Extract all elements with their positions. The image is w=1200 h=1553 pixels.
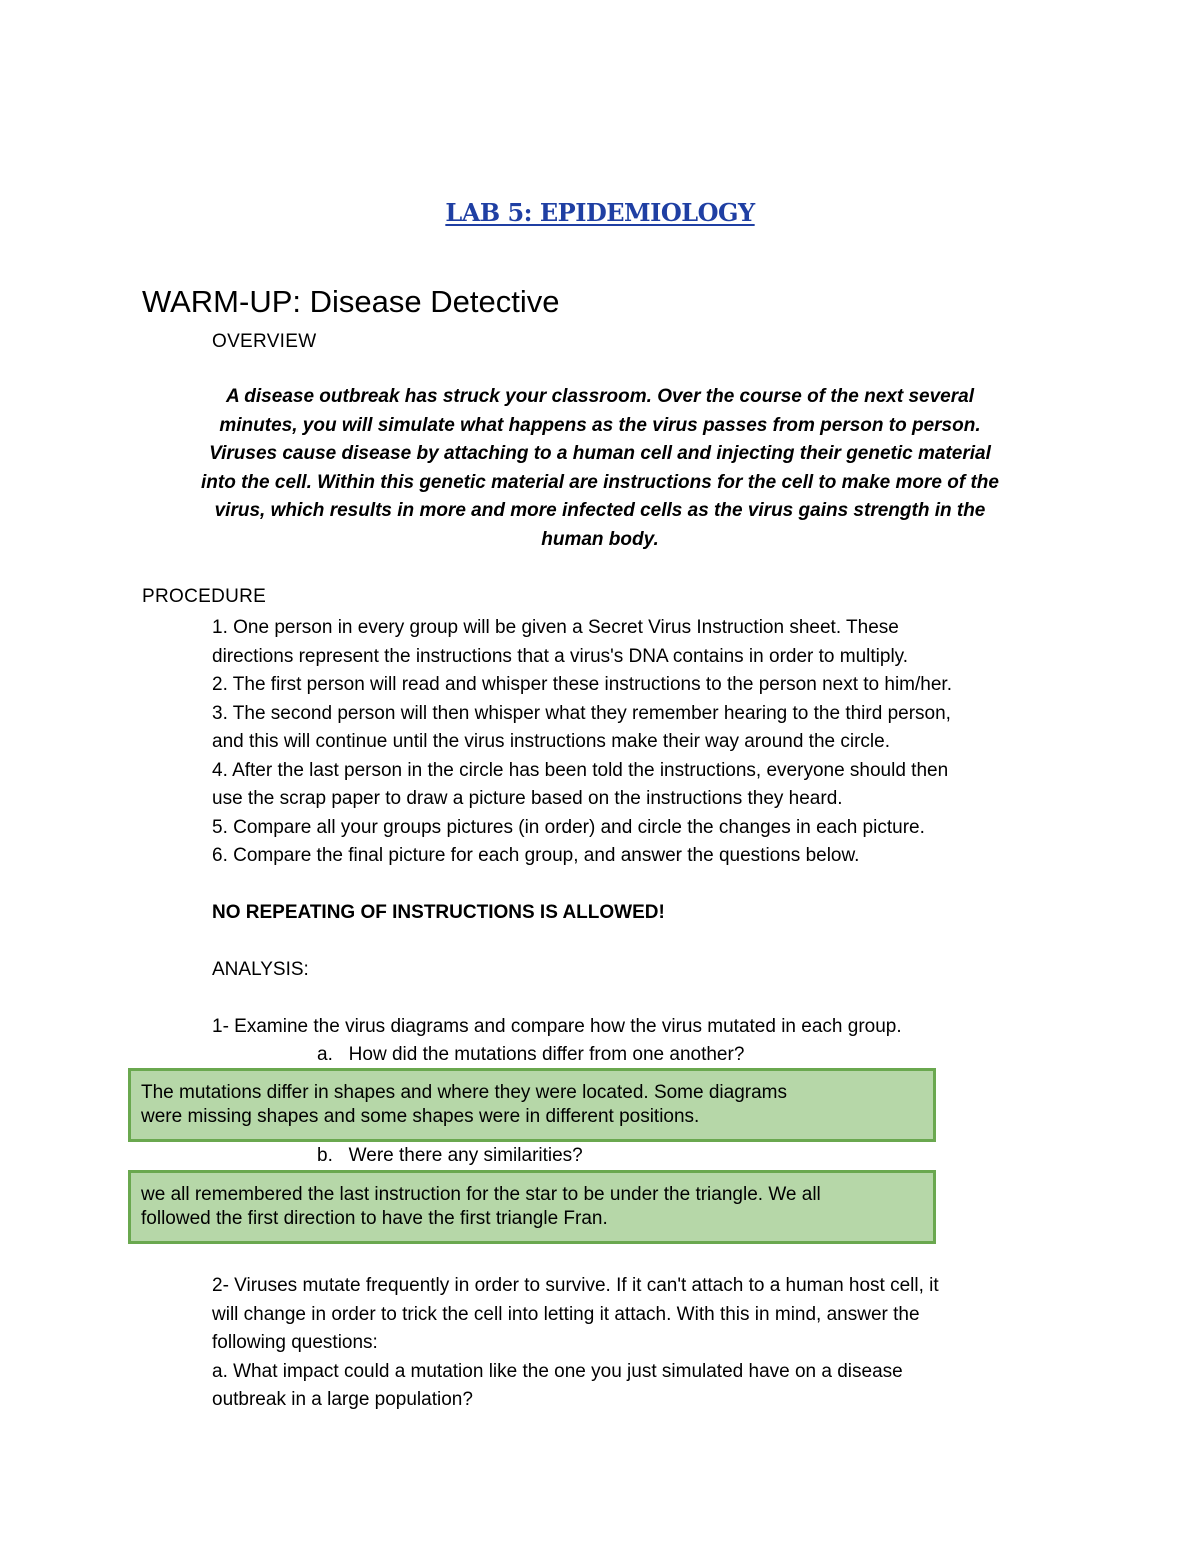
question-2-line: a. What impact could a mutation like the one you just simulated have on a disease [212,1361,903,1382]
question-1: 1- Examine the virus diagrams and compare how the virus mutated in each group. [212,1016,902,1037]
procedure-line: and this will continue until the virus instructions make their way around the circle. [212,731,890,752]
answer-2-line: we all remembered the last instruction for the star to be under the triangle. We all [141,1184,821,1205]
answer-1-line: were missing shapes and some shapes were in different positions. [141,1106,700,1127]
procedure-line: directions represent the instructions that a virus's DNA contains in order to multiply. [212,646,909,667]
procedure-line: 1. One person in every group will be given a Secret Virus Instruction sheet. These [212,617,899,638]
question-2-line: following questions: [212,1332,378,1353]
lab-title: LAB 5: EPIDEMIOLOGY [445,198,755,227]
overview-paragraph: A disease outbreak has struck your classroom. Over the course of the next several minutes, you will simulate what happens as the virus passes from person to person. Viruses cause disease by attaching to a human cell and injecting their genetic material into the cell. Within this genetic material are instructions for the cell to make more of the virus, which results in more and more infected cells as the virus gains strength in the human body. [201,386,999,550]
procedure-line: use the scrap paper to draw a picture based on the instructions they heard. [212,788,843,809]
procedure-line: 3. The second person will then whisper what they remember hearing to the third person, [212,703,951,724]
question-1b: b. Were there any similarities? [317,1145,583,1166]
answer-box-2[interactable] [128,1170,936,1244]
answer-box-1[interactable] [128,1068,936,1142]
procedure-label: PROCEDURE [142,586,267,607]
answer-1-line: The mutations differ in shapes and where they were located. Some diagrams [141,1082,787,1103]
question-1a: a. How did the mutations differ from one another? [317,1044,745,1065]
warning-text: NO REPEATING OF INSTRUCTIONS IS ALLOWED! [212,902,665,923]
overview-label: OVERVIEW [212,331,317,352]
question-2-line: outbreak in a large population? [212,1389,473,1410]
procedure-line: 6. Compare the final picture for each group, and answer the questions below. [212,845,860,866]
answer-2-line: followed the first direction to have the first triangle Fran. [141,1208,608,1229]
warmup-heading: WARM-UP: Disease Detective [142,284,560,319]
question-2-line: 2- Viruses mutate frequently in order to survive. If it can't attach to a human host cell, it [212,1275,939,1296]
procedure-line: 2. The first person will read and whisper these instructions to the person next to him/her. [212,674,952,695]
procedure-line: 4. After the last person in the circle has been told the instructions, everyone should then [212,760,949,781]
question-2-line: will change in order to trick the cell into letting it attach. With this in mind, answer the [212,1304,920,1325]
procedure-line: 5. Compare all your groups pictures (in order) and circle the changes in each picture. [212,817,925,838]
analysis-label: ANALYSIS: [212,959,309,980]
